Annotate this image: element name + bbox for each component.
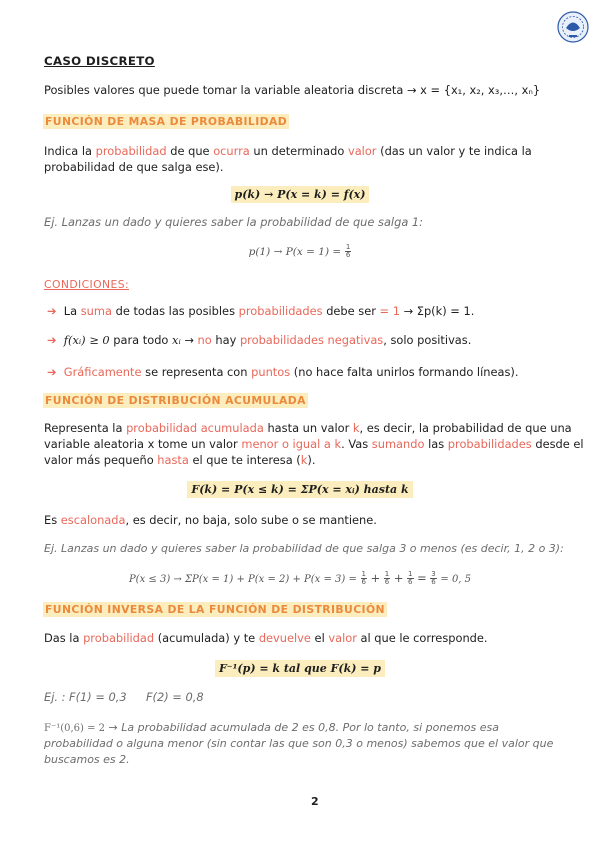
fmp-paragraph-line2: probabilidad de que salga ese). xyxy=(44,160,224,174)
inverse-example-line2: probabilidad o alguna menor (sin contar las que son 0,3 o menos) sabemos que el valor que xyxy=(44,737,554,750)
page-number: 2 xyxy=(311,795,319,808)
conditions-heading: CONDICIONES: xyxy=(44,278,130,291)
condition-item-sum: ➔ La suma de todas las posibles probabilidades debe ser = 1 → Σp(k) = 1. xyxy=(47,304,475,318)
university-logo xyxy=(556,10,590,44)
inverse-example-line3: buscamos es 2. xyxy=(44,753,130,766)
inverse-example-f2: F(2) = 0,8 xyxy=(146,690,204,704)
fda-formula: F(k) = P(x ≤ k) = ΣP(x = xᵢ) hasta k xyxy=(0,481,600,498)
condition-item-graphic: ➔ Gráficamente se representa con puntos (no hace falta unirlos formando líneas). xyxy=(47,365,519,379)
inverse-paragraph: Das la probabilidad (acumulada) y te devuelve el valor al que le corresponde. xyxy=(44,631,488,645)
fda-paragraph-line2: variable aleatoria x tome un valor menor o igual a k. Vas sumando las probabilidades desde el xyxy=(44,437,584,451)
fmp-heading: FUNCIÓN DE MASA DE PROBABILIDAD xyxy=(45,115,288,128)
inverse-heading: FUNCIÓN INVERSA DE LA FUNCIÓN DE DISTRIBUCIÓN xyxy=(45,603,385,616)
fda-example: Ej. Lanzas un dado y quieres saber la probabilidad de que salga 3 o menos (es decir, 1, 2 o 3): xyxy=(44,542,564,555)
fda-paragraph-line3: valor más pequeño hasta el que te interesa (k). xyxy=(44,453,316,467)
arrow-right-icon: ➔ xyxy=(47,365,57,379)
fda-paragraph-line1: Representa la probabilidad acumulada hasta un valor k, es decir, la probabilidad de que una xyxy=(44,421,572,435)
arrow-right-icon: ➔ xyxy=(47,304,57,318)
inverse-example-f1: Ej. : F(1) = 0,3 xyxy=(44,690,127,704)
section-title: CASO DISCRETO xyxy=(44,54,155,68)
fda-escalonada: Es escalonada, es decir, no baja, solo sube o se mantiene. xyxy=(44,513,377,527)
fmp-paragraph-line1: Indica la probabilidad de que ocurra un determinado valor (das un valor y te indica la xyxy=(44,144,532,158)
fmp-formula: p(k) → P(x = k) = f(x) xyxy=(0,186,600,203)
condition-item-nonnegative: ➔ f(xᵢ) ≥ 0 para todo xᵢ → no hay probabilidades negativas, solo positivas. xyxy=(47,333,472,347)
fmp-example: Ej. Lanzas un dado y quieres saber la probabilidad de que salga 1: xyxy=(44,215,424,229)
fda-heading: FUNCIÓN DE DISTRIBUCIÓN ACUMULADA xyxy=(45,394,306,407)
fmp-example-formula: p(1) → P(x = 1) = $\frac{1}{6}$ xyxy=(248,243,351,259)
inverse-formula: F⁻¹(p) = k tal que F(k) = p xyxy=(0,660,600,677)
inverse-example-line1: F⁻¹(0,6) = 2 → La probabilidad acumulada de 2 es 0,8. Por lo tanto, si ponemos esa xyxy=(44,721,499,734)
intro-text: Posibles valores que puede tomar la variable aleatoria discreta → x = {x₁, x₂, x₃,…, xₙ} xyxy=(44,83,541,97)
fda-example-formula: P(x ≤ 3) → ΣP(x = 1) + P(x = 2) + P(x = 3) = $\frac{1}{6}$ + $\frac{1}{6}$ + $\frac{1}{6}$ = $\frac{3}{6}$ = 0, 5 xyxy=(128,570,472,586)
arrow-right-icon: ➔ xyxy=(47,333,57,347)
